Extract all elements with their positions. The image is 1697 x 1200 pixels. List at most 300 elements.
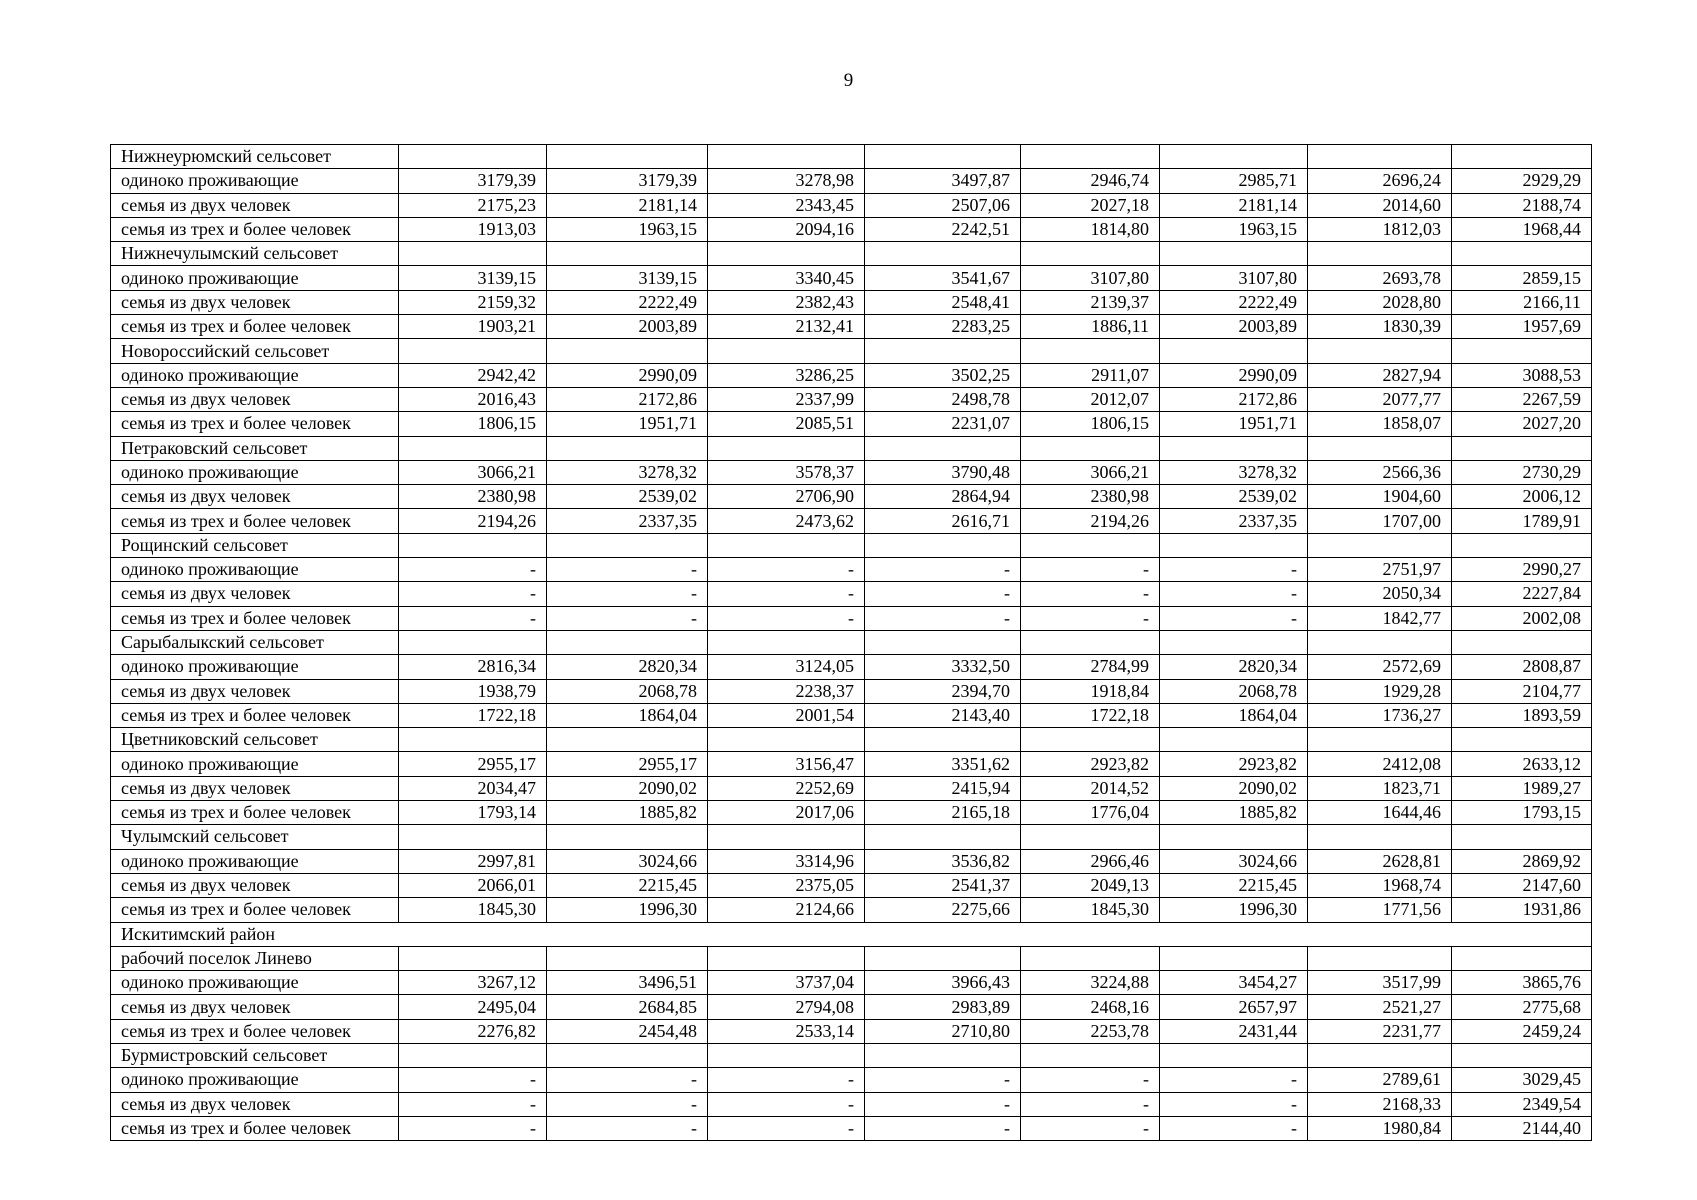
value-cell: 2730,29: [1452, 460, 1592, 484]
value-cell: 2231,07: [865, 412, 1021, 436]
value-cell: 2027,20: [1452, 412, 1592, 436]
value-cell: 2431,44: [1160, 1019, 1308, 1043]
value-cell: -: [399, 1116, 547, 1140]
empty-cell: [399, 339, 547, 363]
value-cell: 2942,42: [399, 363, 547, 387]
value-cell: 1793,15: [1452, 801, 1592, 825]
value-cell: 2094,16: [708, 217, 865, 241]
value-cell: -: [1160, 1116, 1308, 1140]
household-type: семья из трех и более человек: [111, 412, 399, 436]
empty-cell: [1021, 630, 1160, 654]
empty-cell: [708, 728, 865, 752]
empty-cell: [399, 630, 547, 654]
value-cell: 1931,86: [1452, 898, 1592, 922]
household-type: одиноко проживающие: [111, 363, 399, 387]
value-cell: 1776,04: [1021, 801, 1160, 825]
value-cell: 1830,39: [1308, 315, 1452, 339]
value-cell: -: [708, 582, 865, 606]
value-cell: 1736,27: [1308, 703, 1452, 727]
household-type: семья из трех и более человек: [111, 315, 399, 339]
empty-cell: [708, 436, 865, 460]
value-cell: 2827,94: [1308, 363, 1452, 387]
value-cell: 2002,08: [1452, 606, 1592, 630]
value-cell: 2337,35: [547, 509, 708, 533]
empty-cell: [1452, 630, 1592, 654]
household-type: семья из двух человек: [111, 193, 399, 217]
empty-cell: [1160, 825, 1308, 849]
table-row: [111, 606, 1592, 630]
value-cell: -: [1021, 1092, 1160, 1116]
table-row: [111, 776, 1592, 800]
value-cell: 2181,14: [1160, 193, 1308, 217]
table-row: [111, 898, 1592, 922]
value-cell: 2929,29: [1452, 169, 1592, 193]
empty-cell: [865, 630, 1021, 654]
value-cell: 3351,62: [865, 752, 1021, 776]
household-type: семья из двух человек: [111, 387, 399, 411]
value-cell: 2382,43: [708, 290, 865, 314]
empty-cell: [865, 533, 1021, 557]
table-row: [111, 315, 1592, 339]
value-cell: -: [865, 1116, 1021, 1140]
empty-cell: [1160, 145, 1308, 169]
value-cell: -: [1160, 558, 1308, 582]
household-type: семья из трех и более человек: [111, 801, 399, 825]
empty-cell: [547, 436, 708, 460]
settlement-name: Сарыбалыкский сельсовет: [111, 630, 399, 654]
value-cell: 1957,69: [1452, 315, 1592, 339]
value-cell: 3107,80: [1021, 266, 1160, 290]
value-cell: 2012,07: [1021, 387, 1160, 411]
household-type: одиноко проживающие: [111, 655, 399, 679]
settlement-header-row: [111, 728, 1592, 752]
empty-cell: [1021, 946, 1160, 970]
empty-cell: [399, 728, 547, 752]
value-cell: 2548,41: [865, 290, 1021, 314]
value-cell: 2172,86: [1160, 387, 1308, 411]
household-type: семья из двух человек: [111, 873, 399, 897]
value-cell: -: [865, 606, 1021, 630]
value-cell: 2006,12: [1452, 485, 1592, 509]
value-cell: 3966,43: [865, 971, 1021, 995]
value-cell: 2539,02: [1160, 485, 1308, 509]
empty-cell: [708, 242, 865, 266]
empty-cell: [1452, 533, 1592, 557]
empty-cell: [1021, 436, 1160, 460]
value-cell: -: [1021, 582, 1160, 606]
page-number: 9: [843, 70, 854, 91]
value-cell: 2227,84: [1452, 582, 1592, 606]
value-cell: 3179,39: [399, 169, 547, 193]
empty-cell: [1452, 1043, 1592, 1067]
household-type: одиноко проживающие: [111, 460, 399, 484]
household-type: семья из трех и более человек: [111, 703, 399, 727]
value-cell: 2003,89: [547, 315, 708, 339]
value-cell: 2077,77: [1308, 387, 1452, 411]
value-cell: 1864,04: [1160, 703, 1308, 727]
household-type: семья из двух человек: [111, 582, 399, 606]
value-cell: 2003,89: [1160, 315, 1308, 339]
value-cell: 1864,04: [547, 703, 708, 727]
settlement-header-row: [111, 946, 1592, 970]
empty-cell: [1452, 946, 1592, 970]
empty-cell: [547, 533, 708, 557]
value-cell: -: [547, 1068, 708, 1092]
value-cell: 1845,30: [399, 898, 547, 922]
value-cell: 2231,77: [1308, 1019, 1452, 1043]
value-cell: 2017,06: [708, 801, 865, 825]
household-type: семья из трех и более человек: [111, 509, 399, 533]
value-cell: 3024,66: [1160, 849, 1308, 873]
district-name: Искитимский район: [111, 922, 1592, 946]
table-row: [111, 752, 1592, 776]
value-cell: 2696,24: [1308, 169, 1452, 193]
empty-cell: [1308, 339, 1452, 363]
value-cell: 2820,34: [1160, 655, 1308, 679]
value-cell: 2706,90: [708, 485, 865, 509]
household-type: одиноко проживающие: [111, 752, 399, 776]
value-cell: 2014,60: [1308, 193, 1452, 217]
empty-cell: [1452, 339, 1592, 363]
empty-cell: [1308, 242, 1452, 266]
table-row: [111, 655, 1592, 679]
value-cell: 2572,69: [1308, 655, 1452, 679]
empty-cell: [547, 339, 708, 363]
value-cell: -: [1021, 558, 1160, 582]
value-cell: 2468,16: [1021, 995, 1160, 1019]
value-cell: -: [547, 582, 708, 606]
value-cell: 2132,41: [708, 315, 865, 339]
value-cell: 1929,28: [1308, 679, 1452, 703]
empty-cell: [399, 436, 547, 460]
value-cell: 1771,56: [1308, 898, 1452, 922]
value-cell: -: [1160, 1068, 1308, 1092]
value-cell: 2380,98: [1021, 485, 1160, 509]
value-cell: -: [708, 606, 865, 630]
value-cell: 2165,18: [865, 801, 1021, 825]
value-cell: 2222,49: [547, 290, 708, 314]
value-cell: 2990,09: [547, 363, 708, 387]
settlement-header-row: [111, 339, 1592, 363]
value-cell: -: [399, 1068, 547, 1092]
settlement-header-row: [111, 1043, 1592, 1067]
value-cell: -: [708, 1116, 865, 1140]
value-cell: 3139,15: [399, 266, 547, 290]
value-cell: 2997,81: [399, 849, 547, 873]
value-cell: 1806,15: [399, 412, 547, 436]
empty-cell: [1160, 242, 1308, 266]
empty-cell: [399, 825, 547, 849]
empty-cell: [1452, 825, 1592, 849]
table-row: [111, 266, 1592, 290]
table-row: [111, 995, 1592, 1019]
empty-cell: [1452, 242, 1592, 266]
value-cell: 1885,82: [547, 801, 708, 825]
value-cell: -: [399, 1092, 547, 1116]
value-cell: 2144,40: [1452, 1116, 1592, 1140]
value-cell: 3278,98: [708, 169, 865, 193]
value-cell: 2267,59: [1452, 387, 1592, 411]
value-cell: 1806,15: [1021, 412, 1160, 436]
value-cell: 2775,68: [1452, 995, 1592, 1019]
value-cell: 1845,30: [1021, 898, 1160, 922]
value-cell: 1842,77: [1308, 606, 1452, 630]
value-cell: 3278,32: [547, 460, 708, 484]
value-cell: 2175,23: [399, 193, 547, 217]
settlement-name: Чулымский сельсовет: [111, 825, 399, 849]
value-cell: -: [708, 558, 865, 582]
empty-cell: [399, 533, 547, 557]
household-type: семья из двух человек: [111, 995, 399, 1019]
value-cell: 2966,46: [1021, 849, 1160, 873]
empty-cell: [865, 728, 1021, 752]
value-cell: 3536,82: [865, 849, 1021, 873]
value-cell: 1823,71: [1308, 776, 1452, 800]
value-cell: 2955,17: [547, 752, 708, 776]
value-cell: 2521,27: [1308, 995, 1452, 1019]
empty-cell: [1160, 728, 1308, 752]
value-cell: 2784,99: [1021, 655, 1160, 679]
value-cell: 2172,86: [547, 387, 708, 411]
empty-cell: [1021, 145, 1160, 169]
value-cell: 1951,71: [1160, 412, 1308, 436]
value-cell: 2016,43: [399, 387, 547, 411]
value-cell: 2955,17: [399, 752, 547, 776]
value-cell: 2337,99: [708, 387, 865, 411]
empty-cell: [1160, 946, 1308, 970]
household-type: одиноко проживающие: [111, 266, 399, 290]
value-cell: 2820,34: [547, 655, 708, 679]
value-cell: 2990,27: [1452, 558, 1592, 582]
value-cell: 1951,71: [547, 412, 708, 436]
value-cell: 2864,94: [865, 485, 1021, 509]
value-cell: -: [547, 1116, 708, 1140]
value-cell: 3066,21: [1021, 460, 1160, 484]
value-cell: 3496,51: [547, 971, 708, 995]
empty-cell: [708, 145, 865, 169]
value-cell: -: [708, 1068, 865, 1092]
value-cell: 1812,03: [1308, 217, 1452, 241]
value-cell: 2911,07: [1021, 363, 1160, 387]
empty-cell: [865, 436, 1021, 460]
household-type: семья из двух человек: [111, 1092, 399, 1116]
table-row: [111, 1019, 1592, 1043]
value-cell: 1963,15: [1160, 217, 1308, 241]
empty-cell: [1452, 145, 1592, 169]
settlement-header-row: [111, 436, 1592, 460]
empty-cell: [547, 728, 708, 752]
table-row: [111, 363, 1592, 387]
value-cell: -: [547, 606, 708, 630]
empty-cell: [1308, 436, 1452, 460]
value-cell: 2616,71: [865, 509, 1021, 533]
value-cell: 1707,00: [1308, 509, 1452, 533]
value-cell: 3107,80: [1160, 266, 1308, 290]
value-cell: 2628,81: [1308, 849, 1452, 873]
value-cell: 3517,99: [1308, 971, 1452, 995]
value-cell: 2693,78: [1308, 266, 1452, 290]
value-cell: 1989,27: [1452, 776, 1592, 800]
value-cell: 1913,03: [399, 217, 547, 241]
value-cell: 2808,87: [1452, 655, 1592, 679]
empty-cell: [1021, 825, 1160, 849]
empty-cell: [1160, 436, 1308, 460]
empty-cell: [708, 339, 865, 363]
household-type: семья из двух человек: [111, 290, 399, 314]
value-cell: 2507,06: [865, 193, 1021, 217]
empty-cell: [708, 825, 865, 849]
empty-cell: [1452, 728, 1592, 752]
value-cell: 2066,01: [399, 873, 547, 897]
household-type: семья из трех и более человек: [111, 217, 399, 241]
value-cell: -: [547, 1092, 708, 1116]
value-cell: 2380,98: [399, 485, 547, 509]
value-cell: 2566,36: [1308, 460, 1452, 484]
value-cell: 2194,26: [399, 509, 547, 533]
value-cell: 2238,37: [708, 679, 865, 703]
value-cell: 3024,66: [547, 849, 708, 873]
household-type: семья из двух человек: [111, 679, 399, 703]
value-cell: 2789,61: [1308, 1068, 1452, 1092]
value-cell: 2337,35: [1160, 509, 1308, 533]
household-type: семья из трех и более человек: [111, 606, 399, 630]
value-cell: -: [865, 1092, 1021, 1116]
value-cell: 2869,92: [1452, 849, 1592, 873]
value-cell: 2090,02: [547, 776, 708, 800]
empty-cell: [1308, 728, 1452, 752]
table-row: [111, 169, 1592, 193]
household-type: семья из трех и более человек: [111, 1019, 399, 1043]
value-cell: 2923,82: [1021, 752, 1160, 776]
settlement-name: Нижнеурюмский сельсовет: [111, 145, 399, 169]
settlement-header-row: [111, 145, 1592, 169]
settlement-header-row: [111, 533, 1592, 557]
value-cell: 1968,74: [1308, 873, 1452, 897]
value-cell: 2983,89: [865, 995, 1021, 1019]
value-cell: 2495,04: [399, 995, 547, 1019]
value-cell: 2166,11: [1452, 290, 1592, 314]
value-cell: 3066,21: [399, 460, 547, 484]
value-cell: 1858,07: [1308, 412, 1452, 436]
value-cell: 2188,74: [1452, 193, 1592, 217]
value-cell: 3314,96: [708, 849, 865, 873]
value-cell: 3737,04: [708, 971, 865, 995]
settlement-name: Нижнечулымский сельсовет: [111, 242, 399, 266]
value-cell: 3278,32: [1160, 460, 1308, 484]
value-cell: -: [1021, 1116, 1160, 1140]
value-cell: 2283,25: [865, 315, 1021, 339]
value-cell: 2684,85: [547, 995, 708, 1019]
value-cell: 2139,37: [1021, 290, 1160, 314]
value-cell: 3332,50: [865, 655, 1021, 679]
value-cell: 1996,30: [547, 898, 708, 922]
value-cell: 2859,15: [1452, 266, 1592, 290]
value-cell: 1789,91: [1452, 509, 1592, 533]
empty-cell: [399, 242, 547, 266]
value-cell: 2946,74: [1021, 169, 1160, 193]
table-row: [111, 460, 1592, 484]
household-type: семья из двух человек: [111, 776, 399, 800]
table-row: [111, 703, 1592, 727]
value-cell: 2343,45: [708, 193, 865, 217]
value-cell: 3139,15: [547, 266, 708, 290]
household-type: одиноко проживающие: [111, 558, 399, 582]
value-cell: 2028,80: [1308, 290, 1452, 314]
value-cell: 2349,54: [1452, 1092, 1592, 1116]
value-cell: -: [399, 558, 547, 582]
value-cell: 1968,44: [1452, 217, 1592, 241]
value-cell: 1918,84: [1021, 679, 1160, 703]
value-cell: -: [1160, 582, 1308, 606]
value-cell: 2415,94: [865, 776, 1021, 800]
value-cell: 3497,87: [865, 169, 1021, 193]
household-type: семья из трех и более человек: [111, 1116, 399, 1140]
empty-cell: [1021, 533, 1160, 557]
empty-cell: [708, 946, 865, 970]
value-cell: 2085,51: [708, 412, 865, 436]
table-row: [111, 1068, 1592, 1092]
settlement-name: Рощинский сельсовет: [111, 533, 399, 557]
value-cell: 2034,47: [399, 776, 547, 800]
value-cell: 2539,02: [547, 485, 708, 509]
value-cell: -: [399, 582, 547, 606]
value-cell: 1938,79: [399, 679, 547, 703]
empty-cell: [1308, 946, 1452, 970]
value-cell: 2412,08: [1308, 752, 1452, 776]
empty-cell: [399, 145, 547, 169]
empty-cell: [1160, 339, 1308, 363]
table-row: [111, 1092, 1592, 1116]
empty-cell: [547, 630, 708, 654]
household-type: одиноко проживающие: [111, 1068, 399, 1092]
value-cell: 2275,66: [865, 898, 1021, 922]
settlement-name: Цветниковский сельсовет: [111, 728, 399, 752]
empty-cell: [865, 1043, 1021, 1067]
empty-cell: [399, 1043, 547, 1067]
value-cell: 2068,78: [547, 679, 708, 703]
value-cell: 3179,39: [547, 169, 708, 193]
value-cell: 2816,34: [399, 655, 547, 679]
value-cell: 1793,14: [399, 801, 547, 825]
empty-cell: [547, 145, 708, 169]
empty-cell: [1160, 533, 1308, 557]
value-cell: 2473,62: [708, 509, 865, 533]
empty-cell: [399, 946, 547, 970]
settlement-name: Новороссийский сельсовет: [111, 339, 399, 363]
empty-cell: [1021, 242, 1160, 266]
value-cell: 2027,18: [1021, 193, 1160, 217]
empty-cell: [865, 339, 1021, 363]
value-cell: -: [1160, 606, 1308, 630]
value-cell: 3541,67: [865, 266, 1021, 290]
value-cell: -: [1160, 1092, 1308, 1116]
value-cell: 1904,60: [1308, 485, 1452, 509]
value-cell: 2215,45: [547, 873, 708, 897]
table-row: [111, 679, 1592, 703]
value-cell: 2181,14: [547, 193, 708, 217]
empty-cell: [1021, 1043, 1160, 1067]
settlement-name: Петраковский сельсовет: [111, 436, 399, 460]
value-cell: 2710,80: [865, 1019, 1021, 1043]
household-type: семья из трех и более человек: [111, 898, 399, 922]
value-cell: 2657,97: [1160, 995, 1308, 1019]
household-type: одиноко проживающие: [111, 849, 399, 873]
table-row: [111, 558, 1592, 582]
settlement-name: Бурмистровский сельсовет: [111, 1043, 399, 1067]
value-cell: 2068,78: [1160, 679, 1308, 703]
value-cell: 1722,18: [1021, 703, 1160, 727]
empty-cell: [1160, 1043, 1308, 1067]
